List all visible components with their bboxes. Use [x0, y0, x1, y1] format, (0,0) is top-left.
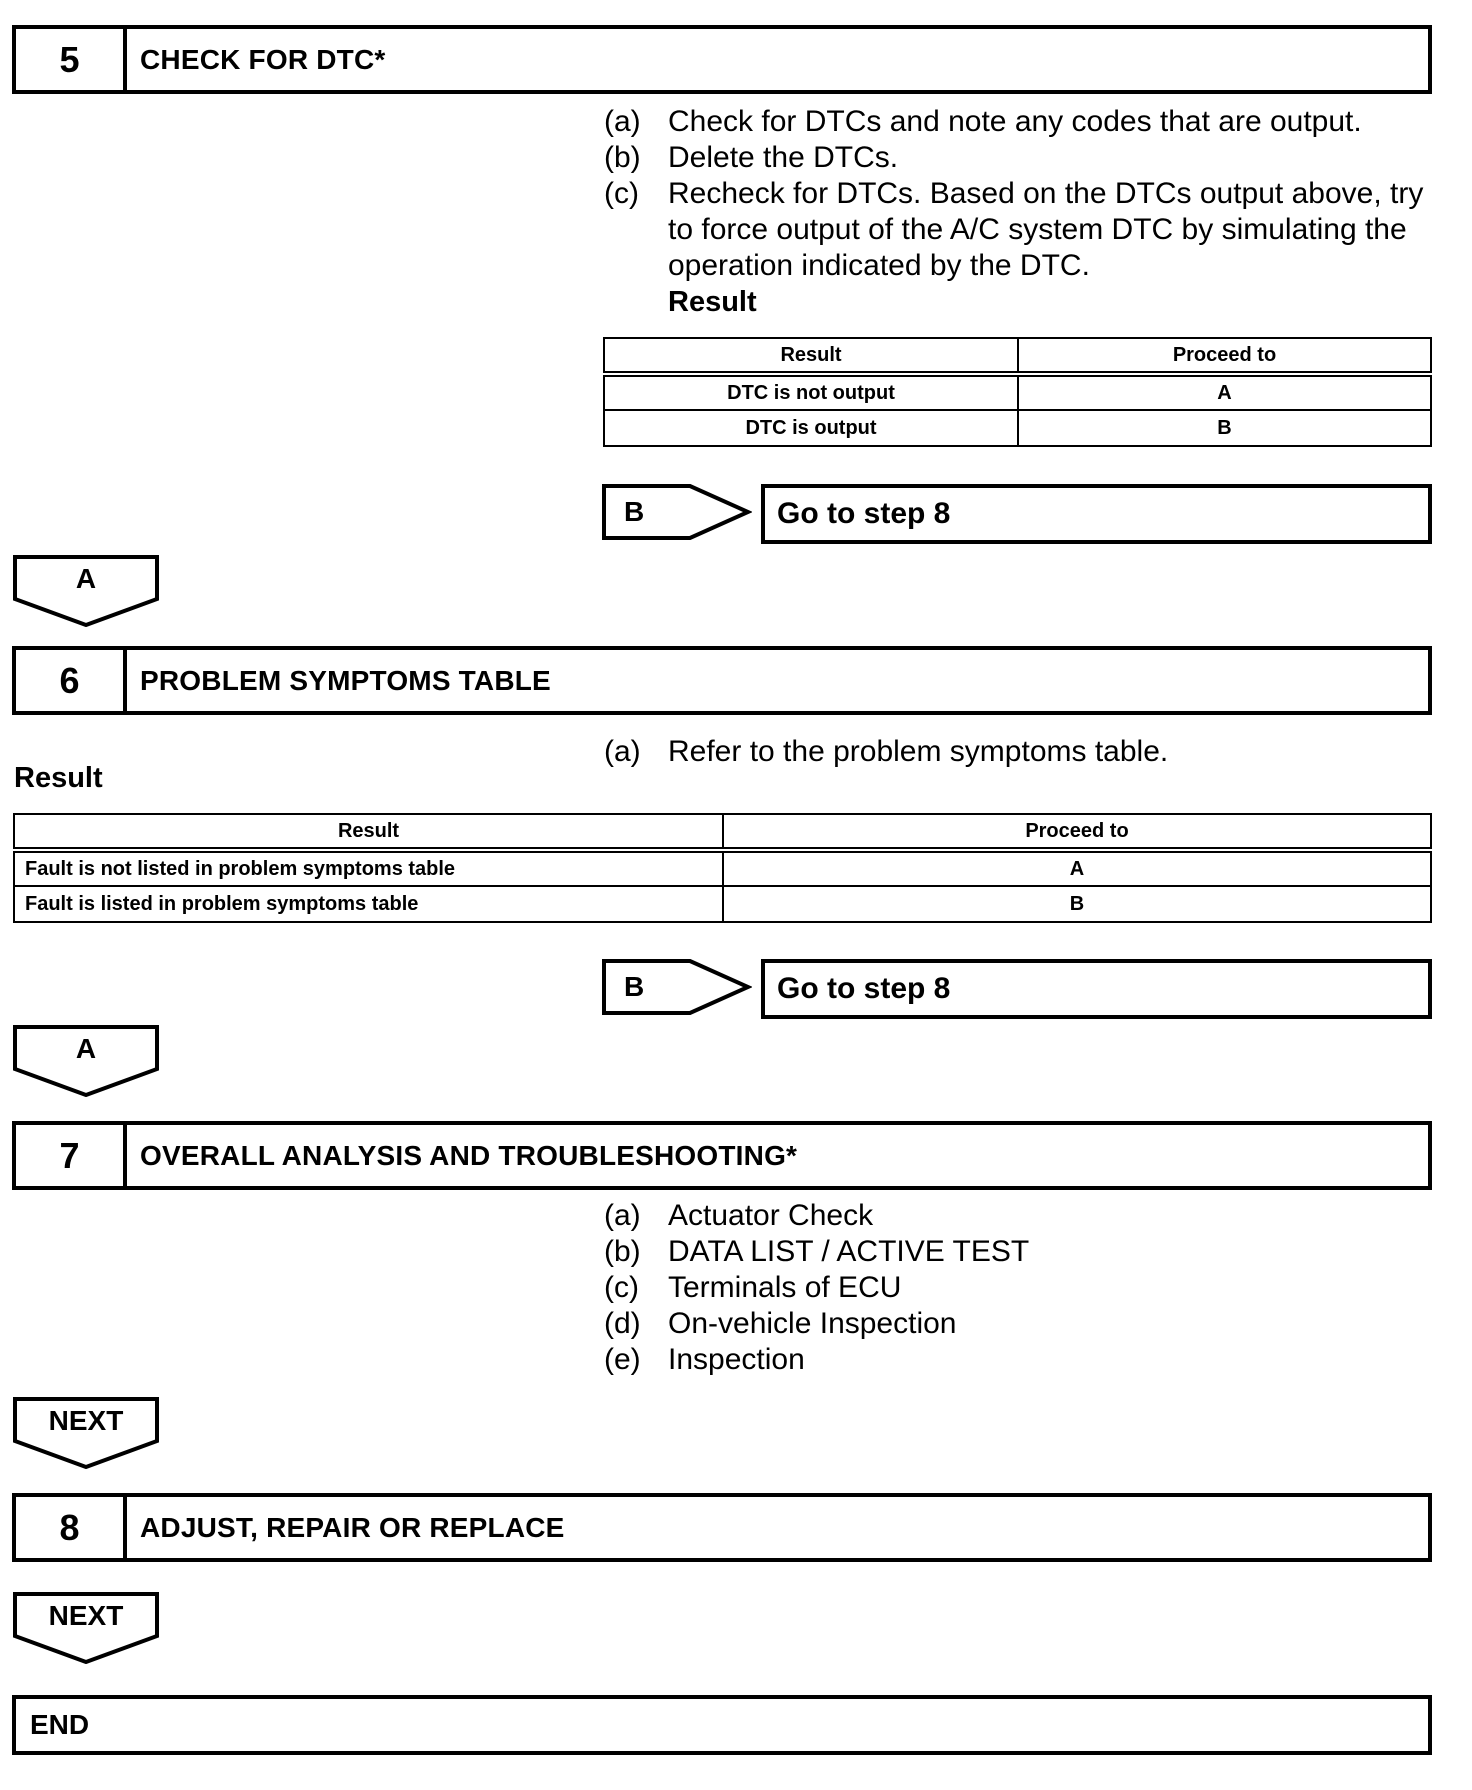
step-7-instructions [604, 1198, 1434, 1378]
result-heading: Result [14, 762, 103, 794]
column-header: Proceed to [1018, 338, 1431, 374]
step-7-header [12, 1121, 1432, 1190]
step-number: 7 [16, 1125, 127, 1186]
next-arrow[interactable] [13, 1397, 159, 1469]
branch-label: B [624, 971, 645, 1002]
table-cell: A [723, 850, 1431, 886]
table-cell: B [723, 886, 1431, 922]
list-item [604, 104, 1434, 140]
step-title: ADJUST, REPAIR OR REPLACE [140, 1511, 565, 1543]
table-row [604, 374, 1431, 410]
result-heading-row [604, 284, 1434, 320]
branch-a-arrow[interactable] [13, 555, 159, 627]
item-label: (e) [604, 1343, 641, 1376]
step-6-header [12, 646, 1432, 715]
item-text: Inspection [668, 1343, 805, 1376]
table-cell: DTC is not output [604, 374, 1018, 410]
table-row [14, 850, 1431, 886]
step-number: 5 [16, 29, 127, 90]
list-item [604, 1342, 1434, 1378]
item-text: Terminals of ECU [668, 1271, 902, 1304]
result-heading: Result [668, 286, 757, 318]
item-text: Check for DTCs and note any codes that are output. [668, 105, 1362, 138]
end-box: END [12, 1695, 1432, 1755]
table-cell: Fault is not listed in problem symptoms table [14, 850, 723, 886]
table-cell: B [1018, 410, 1431, 446]
step-8-header [12, 1493, 1432, 1562]
item-text: Actuator Check [668, 1199, 874, 1232]
column-header: Result [14, 814, 723, 850]
step-title: CHECK FOR DTC* [140, 43, 386, 75]
list-item [604, 176, 1434, 284]
item-text: Refer to the problem symptoms table. [668, 735, 1169, 768]
list-item [604, 1198, 1434, 1234]
item-text: Recheck for DTCs. Based on the DTCs output above, try to force output of the A/C system DTC by simulating the operation indicated by the DTC. [668, 177, 1424, 282]
step-title: PROBLEM SYMPTOMS TABLE [140, 664, 551, 696]
list-item [604, 734, 1434, 770]
item-label: (c) [604, 1271, 639, 1304]
go-to-step-8-box[interactable]: Go to step 8 [761, 959, 1432, 1019]
next-label: NEXT [48, 1405, 124, 1436]
column-header: Result [604, 338, 1018, 374]
item-text: On-vehicle Inspection [668, 1307, 957, 1340]
item-text: Delete the DTCs. [668, 141, 899, 174]
branch-b-arrow[interactable] [602, 959, 752, 1015]
next-label: NEXT [48, 1600, 124, 1631]
list-item [604, 1270, 1434, 1306]
table-cell: A [1018, 374, 1431, 410]
item-label: (b) [604, 141, 641, 174]
branch-b-arrow[interactable] [602, 484, 752, 540]
step-number: 8 [16, 1497, 127, 1558]
next-arrow[interactable] [13, 1592, 159, 1664]
list-item [604, 1234, 1434, 1270]
item-label: (a) [604, 735, 641, 768]
branch-label: A [75, 1033, 97, 1064]
step-5-instructions [604, 104, 1434, 320]
table-cell: Fault is listed in problem symptoms table [14, 886, 723, 922]
branch-label: B [624, 496, 645, 527]
item-label: (a) [604, 105, 641, 138]
column-header: Proceed to [723, 814, 1431, 850]
step-number: 6 [16, 650, 127, 711]
step-title: OVERALL ANALYSIS AND TROUBLESHOOTING* [140, 1139, 798, 1171]
item-label: (b) [604, 1235, 641, 1268]
branch-a-arrow[interactable] [13, 1025, 159, 1097]
table-cell: DTC is output [604, 410, 1018, 446]
table-header-row [604, 338, 1431, 374]
step-5-header [12, 25, 1432, 94]
table-row [14, 886, 1431, 922]
list-item [604, 140, 1434, 176]
step-6-result-table [13, 813, 1432, 923]
step-5-result-table [603, 337, 1432, 447]
item-label: (a) [604, 1199, 641, 1232]
table-header-row [14, 814, 1431, 850]
table-row [604, 410, 1431, 446]
branch-label: A [75, 563, 97, 594]
item-label: (d) [604, 1307, 641, 1340]
step-6-instructions [604, 734, 1434, 770]
item-label: (c) [604, 177, 639, 210]
go-to-step-8-box[interactable]: Go to step 8 [761, 484, 1432, 544]
list-item [604, 1306, 1434, 1342]
item-text: DATA LIST / ACTIVE TEST [668, 1235, 1030, 1268]
